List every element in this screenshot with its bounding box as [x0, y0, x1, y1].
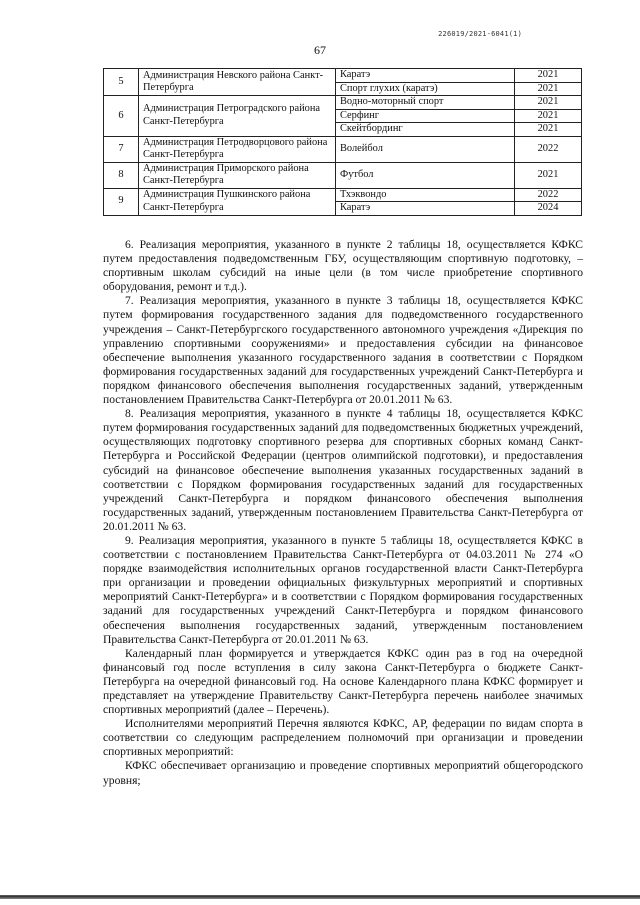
paragraph: 6. Реализация мероприятия, указанного в пункте 2 таблицы 18, осуществляется КФКС путем предоставления подведомственным ГБУ, осуществляющим спортивную подготовку, – спортивным школам субсидий на иные цели (в том числе приобретение спортивного оборудования, ремонт и т.д.).	[103, 238, 583, 294]
table-row	[104, 96, 582, 110]
document-id: 226019/2021-6041(1)	[438, 30, 522, 38]
paragraph: 9. Реализация мероприятия, указанного в пункте 5 таблицы 18, осуществляется КФКС в соответствии с постановлением Правительства Санкт-Петербурга от 04.03.2011 № 274 «О порядке взаимодействия исполнительных органов государственной власти Санкт-Петербурга при организации и проведении официальных физкультурных мероприятий и спортивных мероприятий Санкт-Петербурга» и в соответствии с Порядком формирования государственных заданий для государственных учреждений Санкт-Петербурга и порядком финансового обеспечения выполнения государственных заданий, утвержденным постановлением Правительства Санкт-Петербурга от 20.01.2011 № 63.	[103, 533, 583, 646]
administration-name: Администрация Пушкинского района Санкт-Петербурга	[139, 188, 336, 215]
scan-footer-line	[0, 895, 640, 899]
sport-name: Каратэ	[336, 202, 515, 216]
sport-name: Тхэквондо	[336, 188, 515, 202]
sport-name: Волейбол	[336, 136, 515, 162]
paragraph: КФКС обеспечивает организацию и проведение спортивных мероприятий общегородского уровня;	[103, 759, 583, 787]
sport-name: Серфинг	[336, 109, 515, 123]
sports-plan-table	[103, 68, 582, 216]
year: 2024	[515, 202, 582, 216]
sport-name: Водно-моторный спорт	[336, 96, 515, 110]
paragraph: Исполнителями мероприятий Перечня являются КФКС, АР, федерации по видам спорта в соответствии со следующим распределением полномочий при организации и проведении спортивных мероприятий:	[103, 717, 583, 759]
administration-name: Администрация Приморского района Санкт-Петербурга	[139, 162, 336, 188]
year: 2022	[515, 136, 582, 162]
table-row	[104, 136, 582, 162]
table-row	[104, 69, 582, 83]
page-number: 67	[314, 43, 326, 57]
paragraph: Календарный план формируется и утверждается КФКС один раз в год на очередной финансовый год после вступления в силу закона Санкт-Петербурга о бюджете Санкт-Петербурга на очередной финансовый год. На основе Календарного плана КФКС формирует и представляет на утверждение Правительству Санкт-Петербурга перечень наиболее значимых спортивных мероприятий (далее – Перечень).	[103, 646, 583, 717]
paragraph: 7. Реализация мероприятия, указанного в пункте 3 таблицы 18, осуществляется КФКС путем формирования государственного задания для подведомственного государственного учреждения – Санкт-Петербургского государственного автономного учреждения «Дирекция по управлению спортивными сооружениями» и предоставления субсидии на финансовое обеспечение выполнения указанного государственного задания в соответствии с Порядком формирования государственных заданий для государственных учреждений Санкт-Петербурга и порядком финансового обеспечения выполнения государственных заданий, утвержденным постановлением Правительства Санкт-Петербурга от 20.01.2011 № 63.	[103, 294, 583, 407]
year: 2021	[515, 82, 582, 96]
sport-name: Футбол	[336, 162, 515, 188]
year: 2021	[515, 109, 582, 123]
row-number: 8	[104, 162, 139, 188]
row-number: 9	[104, 188, 139, 215]
year: 2022	[515, 188, 582, 202]
table-row	[104, 188, 582, 202]
administration-name: Администрация Петроградского района Санкт-Петербурга	[139, 96, 336, 137]
row-number: 5	[104, 69, 139, 96]
sport-name: Каратэ	[336, 69, 515, 83]
year: 2021	[515, 123, 582, 137]
sport-name: Скейтбординг	[336, 123, 515, 137]
year: 2021	[515, 69, 582, 83]
administration-name: Администрация Невского района Санкт-Петербурга	[139, 69, 336, 96]
sport-name: Спорт глухих (каратэ)	[336, 82, 515, 96]
paragraph: 8. Реализация мероприятия, указанного в пункте 4 таблицы 18, осуществляется КФКС путем формирования государственных заданий для подведомственных бюджетных учреждений, осуществляющих подготовку спортивного резерва для спортивных сборных команд Санкт-Петербурга и Российской Федерации (центров олимпийской подготовки), и предоставления субсидий на финансовое обеспечение выполнения указанных государственных заданий в соответствии с Порядком формирования государственных заданий для государственных учреждений Санкт-Петербурга и порядком финансового обеспечения выполнения государственных заданий, утвержденным постановлением Правительства Санкт-Петербурга от 20.01.2011 № 63.	[103, 407, 583, 533]
table-row	[104, 162, 582, 188]
year: 2021	[515, 162, 582, 188]
row-number: 7	[104, 136, 139, 162]
row-number: 6	[104, 96, 139, 137]
year: 2021	[515, 96, 582, 110]
administration-name: Администрация Петродворцового района Санкт-Петербурга	[139, 136, 336, 162]
body-text	[103, 238, 583, 788]
